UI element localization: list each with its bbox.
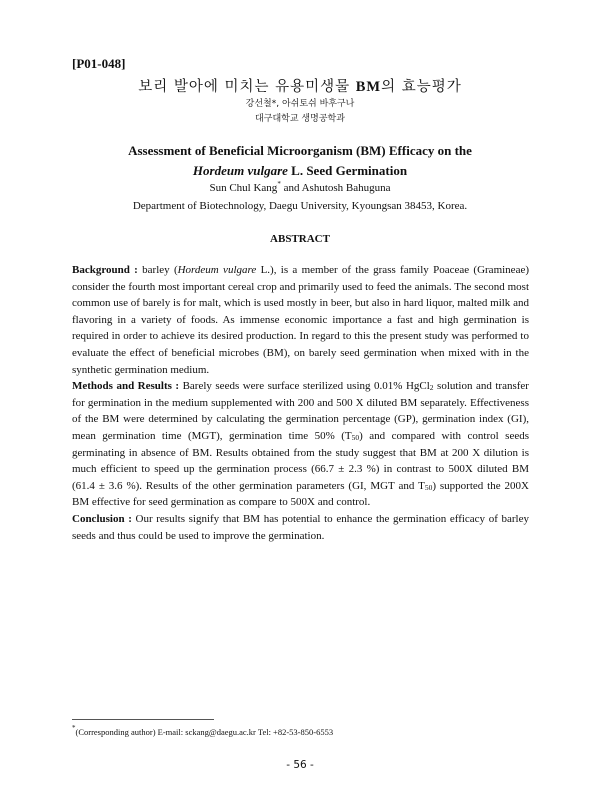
footnote-divider [72, 719, 214, 720]
methods-paragraph [72, 378, 529, 511]
methods-label: Methods and Results : [72, 380, 180, 393]
page-number: - 56 - [286, 759, 314, 771]
english-title-species: Hordeum vulgare [192, 163, 288, 178]
korean-title-bm: BM [355, 79, 382, 95]
korean-title-pre: 보리 발아에 미치는 유용미생물 [138, 79, 356, 95]
english-affiliation: Department of Biotechnology, Daegu University, Kyoungsan 38453, Korea. [132, 200, 468, 212]
methods-text-4: ) supported the 200X BM effective for seed germination as compare to 500X and control. [72, 479, 529, 509]
methods-text-2: solution and transfer for germination in the medium supplemented with 200 and 500 X diluted BM separately. Effectiveness of the BM were determined by calculating the germination percentage (GP), germination index (GI), mean germination time (MGT), germination time 50% (T [72, 380, 529, 442]
methods-sub-3: 50 [424, 482, 433, 492]
corresponding-mark: * [277, 180, 281, 188]
author-rest: and Ashutosh Bahuguna [280, 182, 391, 194]
korean-affiliation: 대구대학교 생명공학과 [255, 114, 345, 124]
english-title-line2 [0, 163, 600, 179]
korean-authors: 강선철*, 아쉬토쉬 바후구나 [245, 99, 355, 109]
abstract-code: [P01-048] [72, 56, 126, 71]
english-title-line1: Assessment of Beneficial Microorganism (BM) Efficacy on the [128, 143, 472, 158]
methods-text-3: ) and compared with control seeds germinating in absence of BM. Results obtained from the study suggest that BM at 200 X dilution is much efficient to speed up the germination process (66.7 ± 2.3 %) in contrast to 500X diluted BM (61.4 ± 3.6 %). Results of the other germination parameters (GI, MGT and T [72, 429, 530, 492]
korean-title [0, 75, 600, 96]
footnote-mark: * [72, 724, 76, 732]
footnote [72, 724, 334, 737]
methods-sub-1: 2 [429, 383, 434, 393]
abstract-heading: ABSTRACT [270, 233, 330, 245]
background-text-1: barley ( [137, 264, 178, 276]
methods-sub-2: 50 [351, 432, 360, 442]
footnote-text: (Corresponding author) E-mail: sckang@daegu.ac.kr Tel: +82-53-850-6553 [75, 727, 334, 737]
background-label: Background : [72, 264, 138, 276]
english-authors [0, 182, 600, 194]
author-1: Sun Chul Kang [209, 182, 278, 194]
conclusion-label: Conclusion : [72, 512, 132, 525]
abstract-body [72, 262, 529, 544]
korean-title-post: 의 효능평가 [381, 79, 462, 95]
methods-text-1: Barely seeds were surface sterilized using 0.01% HgCl [179, 380, 430, 393]
background-species: Hordeum vulgare [177, 264, 257, 276]
conclusion-paragraph [72, 511, 529, 544]
english-title-rest: L. Seed Germination [287, 163, 408, 178]
background-paragraph [72, 262, 529, 378]
background-text-2: L.), is a member of the grass family Poaceae (Gramineae) consider the fourth most important cereal crop and primarily used to feed the animals. The second most common use of barely is for malt, which is used mostly in beer, but also in hard liquor, malted milk and flavoring in a variety of foods. As immense economic importance a fast and high germination is required in order to achieve its desired production. In regard to this the present study was performed to evaluate the effect of beneficial microbes (BM), on barely seed germination when mixed with in the synthetic germination medium. [72, 264, 529, 376]
conclusion-text: Our results signify that BM has potential to enhance the germination efficacy of barley seeds and thus could be used to improve the germination. [72, 512, 529, 542]
